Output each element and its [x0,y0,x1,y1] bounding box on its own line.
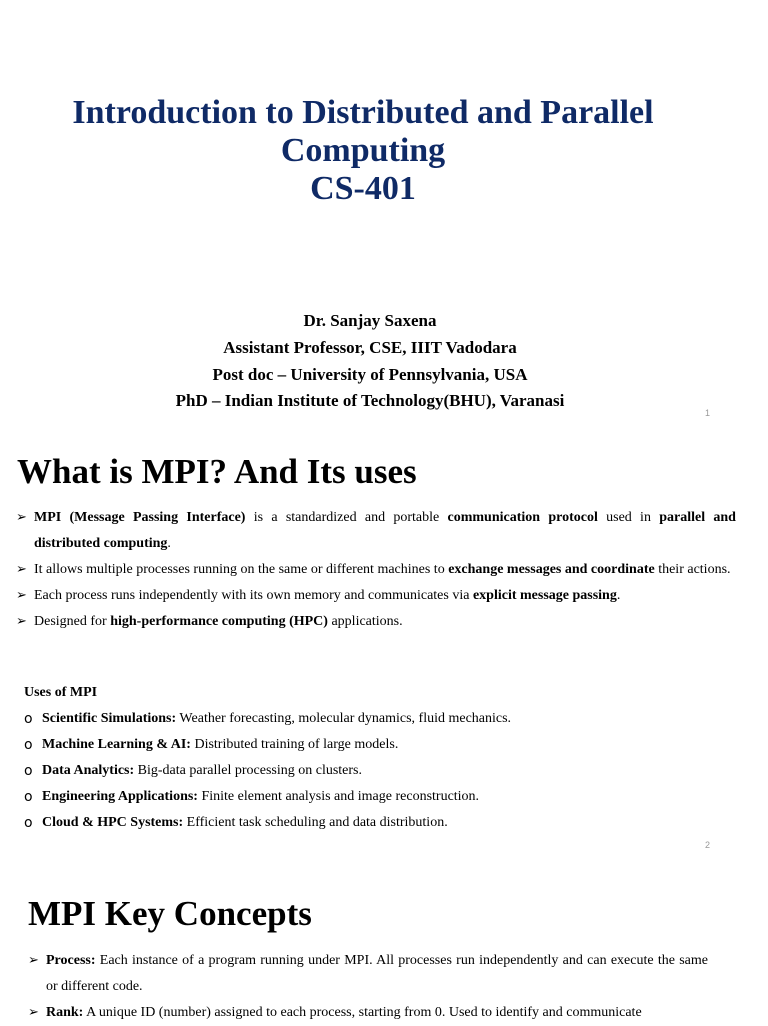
author-block [0,308,740,415]
use-label: Scientific Simulations: [42,711,177,726]
use-item [24,706,512,732]
slide-heading: What is MPI? And Its uses [17,452,417,491]
bullet-item [16,609,736,635]
use-text: Distributed training of large models. [190,737,399,752]
bullet-item [16,505,736,557]
uses-list [24,706,512,836]
use-item [24,732,511,758]
use-item [24,784,511,810]
circle-bullet-icon: o [24,815,33,831]
use-text: Finite element analysis and image reconstruction. [197,789,480,804]
arrow-bullet-icon: ➢ [28,1005,39,1020]
author-postdoc: Post doc – University of Pennsylvania, USA [212,364,528,384]
arrow-bullet-icon: ➢ [16,562,27,577]
bullet-text: It allows multiple processes running on the same or different machines to [34,562,449,577]
bullet-bold-text: high-performance computing (HPC) [110,614,328,629]
bullet-item [28,1000,708,1026]
use-item [24,810,511,836]
arrow-bullet-icon: ➢ [16,510,27,525]
course-title-line1: Introduction to Distributed and Parallel [72,94,654,131]
use-label: Engineering Applications: [42,789,198,804]
bullet-bold-text: Process: [46,953,96,968]
bullet-bold-text: communication protocol [447,510,598,525]
circle-bullet-icon: o [24,737,33,753]
use-text: Weather forecasting, molecular dynamics, fluid mechanics. [176,711,512,726]
bullet-text: Each process runs independently with its own memory and communicates via [34,588,473,603]
bullet-item [16,557,736,583]
author-phd: PhD – Indian Institute of Technology(BHU), Varanasi [175,391,565,411]
uses-heading: Uses of MPI [24,685,98,700]
bullet-text: their actions. [654,562,731,577]
concepts-bullet-list [28,948,708,1026]
bullet-item [28,948,708,1000]
slide-key-concepts [0,860,768,1024]
bullet-bold-text: Rank: [46,1005,84,1020]
bullet-bold-text: exchange messages and coordinate [448,562,655,577]
page-number: 1 [705,408,711,418]
bullet-text: applications. [327,614,403,629]
bullet-item [16,583,736,609]
bullet-text: . [167,536,171,551]
bullet-text: is a standardized and portable [245,510,448,525]
use-item [24,758,511,784]
bullet-text: . [616,588,621,603]
arrow-bullet-icon: ➢ [16,588,27,603]
arrow-bullet-icon: ➢ [16,614,27,629]
page-number: 2 [705,840,711,850]
bullet-bold-text: parallel and distributed computing [34,510,736,551]
bullet-bold-text: explicit message passing [472,588,617,603]
slide-heading: MPI Key Concepts [28,894,312,933]
slide-title [0,0,768,430]
bullet-text: used in [597,510,660,525]
circle-bullet-icon: o [24,763,33,779]
use-label: Cloud & HPC Systems: [42,815,184,830]
arrow-bullet-icon: ➢ [28,953,39,968]
use-text: Big-data parallel processing on clusters. [134,763,362,778]
bullet-text: A unique ID (number) assigned to each process, starting from 0. Used to identify and communicate [83,1005,642,1020]
author-position: Assistant Professor, CSE, IIIT Vadodara [223,337,517,357]
bullet-bold-text: MPI (Message Passing Interface) [34,510,246,525]
use-text: Efficient task scheduling and data distribution. [183,815,448,830]
circle-bullet-icon: o [24,711,33,727]
use-label: Machine Learning & AI: [42,737,191,752]
use-label: Data Analytics: [42,763,135,778]
bullet-text: Designed for [34,614,111,629]
course-title [0,94,726,208]
course-title-line2: Computing [280,132,446,169]
author-name: Dr. Sanjay Saxena [303,311,437,330]
slide-what-is-mpi [0,430,768,860]
mpi-bullet-list [16,505,736,635]
course-code: CS-401 [310,170,416,207]
circle-bullet-icon: o [24,789,33,805]
bullet-text: Each instance of a program running under MPI. All processes run independently and can execute the same or different code. [46,953,708,994]
